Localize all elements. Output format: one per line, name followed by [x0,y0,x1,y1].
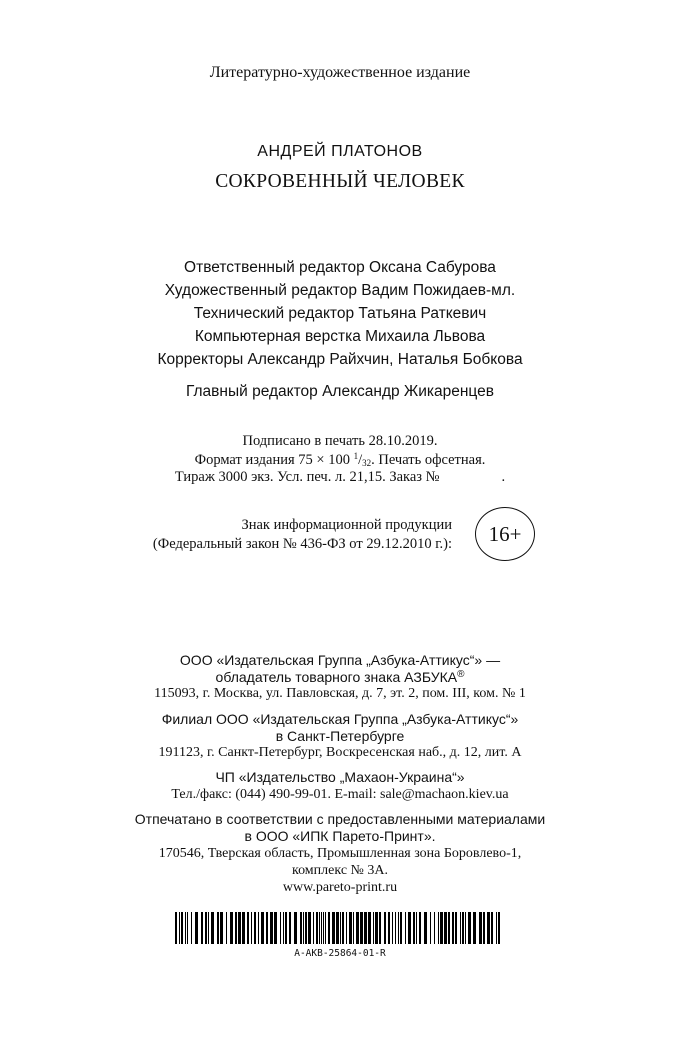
barcode-bar [368,912,371,944]
barcode-bar [283,912,284,944]
barcode-bar [205,912,207,944]
barcode-bar [364,912,367,944]
barcode-bar [413,912,415,944]
barcode-bar [274,912,277,944]
printer-address: комплекс № 3А. [291,863,388,878]
barcode-bar [247,912,249,944]
barcode-bar [360,912,363,944]
barcode-bar [191,912,192,944]
barcode-bar [496,912,497,944]
author-name: АНДРЕЙ ПЛАТОНОВ [257,143,423,160]
barcode-bar [323,912,324,944]
barcode-bar [187,912,188,944]
barcode-bar [230,912,233,944]
barcode-bar [405,912,406,944]
barcode-bar [452,912,454,944]
format-line: Формат издания 75 × 100 $^1/_{32}$. Печать офсетная. [194,451,486,468]
barcode-bar [251,912,252,944]
barcode-bar [375,912,378,944]
age-label-line1: Знак информационной продукции [241,517,452,533]
barcode-bar [270,912,273,944]
barcode-bar [332,912,335,944]
barcode-bar [185,912,186,944]
barcode-bar [220,912,223,944]
signed-to-print: Подписано в печать 28.10.2019. [242,433,438,449]
credit-line: Художественный редактор Вадим Пожидаев-мл. [164,282,516,299]
barcode-bar [498,912,500,944]
barcode-bar [373,912,374,944]
barcode-bar [175,912,177,944]
barcode-bar [325,912,326,944]
barcode-bar [319,912,320,944]
barcode-bar [440,912,443,944]
barcode-bar [289,912,291,944]
barcode-bar [455,912,457,944]
barcode-bar [424,912,427,944]
barcode-bar [468,912,471,944]
barcode-bar [261,912,264,944]
barcode-bar [211,912,214,944]
age-rating-badge: 16+ [475,507,535,561]
barcode-bar [201,912,203,944]
barcode-bar [294,912,297,944]
barcode-bar [465,912,466,944]
barcode-bar [285,912,287,944]
run-line: Тираж 3000 экз. Усл. печ. л. 21,15. Заказ № . [174,469,506,485]
barcode-bar [438,912,439,944]
barcode-bar [346,912,347,944]
publisher-spb-city: в Санкт-Петербурге [275,728,405,744]
publisher-ukraine-contacts: Тел./факс: (044) 490-99-01. E-mail: sale@machaon.kiev.ua [171,787,509,802]
barcode-bar [408,912,411,944]
barcode-bar [336,912,339,944]
barcode-bar [416,912,417,944]
barcode [175,912,501,944]
barcode-bar [353,912,354,944]
publisher-spb-name: Филиал ООО «Издательская Группа „Азбука-Аттикус“» [161,711,519,727]
credit-line: Компьютерная верстка Михаила Львова [194,328,486,345]
barcode-bar [217,912,219,944]
barcode-bar [462,912,464,944]
barcode-bar [254,912,256,944]
publisher-spb-address: 191123, г. Санкт-Петербург, Воскресенская наб., д. 12, лит. А [158,745,522,760]
barcode-bar [179,912,180,944]
credit-line: Ответственный редактор Оксана Сабурова [184,259,496,276]
barcode-bar [356,912,359,944]
printer-address: 170546, Тверская область, Промышленная зона Боровлево-1, [158,846,522,861]
barcode-bar [491,912,493,944]
barcode-bar [238,912,241,944]
barcode-bar [321,912,322,944]
barcode-bar [235,912,237,944]
barcode-bar [316,912,318,944]
barcode-bar [398,912,399,944]
barcode-bar [258,912,259,944]
genre-line: Литературно-художественное издание [209,64,471,81]
barcode-bar [181,912,183,944]
book-title: СОКРОВЕННЫЙ ЧЕЛОВЕК [215,171,465,192]
credit-line: Корректоры Александр Райхчин, Наталья Бобкова [157,351,523,368]
barcode-bar [400,912,402,944]
publisher-moscow-address: 115093, г. Москва, ул. Павловская, д. 7, эт. 2, пом. III, ком. № 1 [154,686,526,701]
barcode-bar [430,912,431,944]
barcode-bar [444,912,447,944]
barcode-bar [308,912,311,944]
barcode-bar [392,912,393,944]
barcode-bar [340,912,341,944]
barcode-bar [473,912,476,944]
barcode-bar [434,912,435,944]
printer-website: www.pareto-print.ru [282,880,398,895]
barcode-bar [195,912,198,944]
barcode-bar [300,912,302,944]
barcode-bar [388,912,390,944]
publisher-moscow-name: ООО «Издательская Группа „Азбука-Аттикус“» — [179,652,501,668]
barcode-bar [483,912,485,944]
publisher-trademark: обладатель товарного знака АЗБУКА® [215,669,465,685]
barcode-caption: A-AKB-25864-01-R [294,948,386,959]
barcode-bar [313,912,314,944]
barcode-bar [349,912,352,944]
barcode-bar [487,912,490,944]
barcode-bar [266,912,268,944]
credit-line: Технический редактор Татьяна Раткевич [193,305,487,322]
age-label-line2: (Федеральный закон № 436-ФЗ от 29.12.2010 г.): [152,536,452,552]
chief-editor: Главный редактор Александр Жикаренцев [185,383,494,400]
barcode-bar [303,912,304,944]
barcode-bar [328,912,330,944]
barcode-bar [305,912,307,944]
barcode-bar [460,912,461,944]
barcode-bar [448,912,450,944]
printer-line: в ООО «ИПК Парето-Принт». [244,828,436,844]
barcode-bar [419,912,421,944]
barcode-bar [479,912,482,944]
publisher-ukraine-name: ЧП «Издательство „Махаон-Украина“» [215,769,465,785]
printer-line: Отпечатано в соответствии с предоставленными материалами [134,811,546,827]
barcode-bar [379,912,381,944]
barcode-bar [208,912,209,944]
barcode-bar [342,912,344,944]
barcode-bar [395,912,396,944]
barcode-bar [384,912,386,944]
barcode-bar [242,912,245,944]
barcode-bar [280,912,281,944]
barcode-bar [226,912,227,944]
